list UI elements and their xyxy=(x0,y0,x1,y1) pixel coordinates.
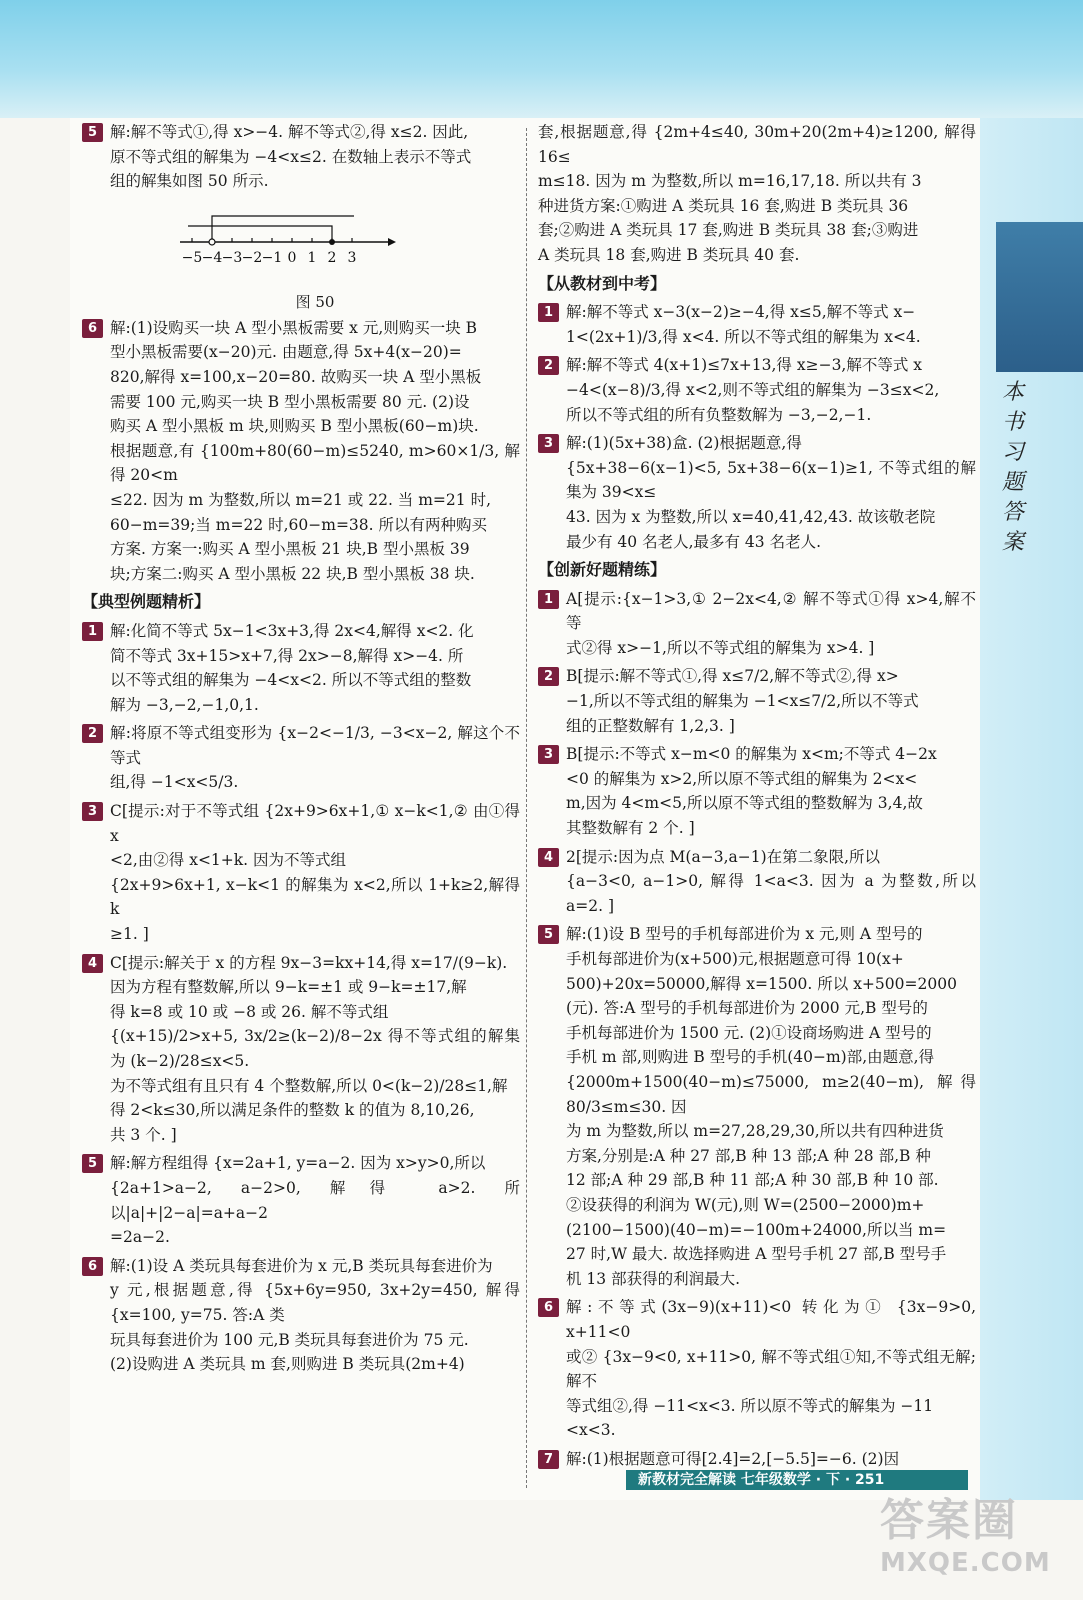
text-line: 得 k=8 或 10 或 −8 或 26. 解不等式组 xyxy=(110,1002,389,1021)
text-line: 解为 −3,−2,−1,0,1. xyxy=(110,695,259,714)
item-number-badge: 2 xyxy=(538,356,559,375)
text-line: {2000m+1500(40−m)≤75000, m≥2(40−m), 解得 80/3≤m≤30. 因 xyxy=(566,1072,976,1116)
answer-item xyxy=(538,1447,976,1472)
text-line: 组的解集如图 50 所示. xyxy=(110,172,269,191)
item-number-badge: 2 xyxy=(538,667,559,686)
answer-item xyxy=(538,587,976,661)
text-line: m≤18. 因为 m 为整数,所以 m=16,17,18. 所以共有 3 xyxy=(538,172,922,191)
text-line: ②设获得的利润为 W(元),则 W=(2500−2000)m+ xyxy=(566,1195,925,1214)
text-line: <2,由②得 x<1+k. 因为不等式组 xyxy=(110,851,347,870)
footer-bar: 新教材完全解读 七年级数学 · 下 · 251 xyxy=(626,1470,968,1490)
item-number-badge: 6 xyxy=(538,1298,559,1317)
item-number-badge: 5 xyxy=(82,1154,103,1173)
text-line: A[提示:{x−1>3,① 2−2x<4,② 解不等式①得 x>4,解不等 xyxy=(566,589,976,633)
text-line: 等式组②,得 −11<x<3. 所以原不等式的解集为 −11 xyxy=(566,1396,934,1415)
text-line: 解:(1)设 B 型号的手机每部进价为 x 元,则 A 型号的 xyxy=(566,925,923,944)
tick-label: 1 xyxy=(307,249,317,266)
item-number-badge: 6 xyxy=(82,1257,103,1276)
text-line: ≥1. ] xyxy=(110,925,149,944)
answer-item xyxy=(538,742,976,840)
section-heading: 【从教材到中考】 xyxy=(538,273,667,293)
figure-caption: 图 50 xyxy=(295,292,335,311)
text-line: 得 2<k≤30,所以满足条件的整数 k 的值为 8,10,26, xyxy=(110,1101,475,1120)
section-heading: 【典型例题精析】 xyxy=(82,592,211,612)
text-line: 最少有 40 名老人,最多有 43 名老人. xyxy=(566,532,822,551)
item-number-badge: 5 xyxy=(538,925,559,944)
text-line: 手机 m 部,则购进 B 型号的手机(40−m)部,由题意,得 xyxy=(566,1048,935,1067)
text-line: 为不等式组有且只有 4 个整数解,所以 0<(k−2)/28≤1,解 xyxy=(110,1076,508,1095)
text-line: 解:化简不等式 5x−1<3x+3,得 2x<4,解得 x<2. 化 xyxy=(110,621,474,640)
text-line: 820,解得 x=100,x−20=80. 故购买一块 A 型小黑板 xyxy=(110,367,482,386)
answer-item xyxy=(82,619,520,717)
text-line: 套;②购进 A 类玩具 17 套,购进 B 类玩具 38 套;③购进 xyxy=(538,221,919,240)
text-line: 500)+20x=50000,解得 x=1500. 所以 x+500=2000 xyxy=(566,974,957,993)
text-line: 简不等式 3x+15>x+7,得 2x>−8,解得 x>−4. 所 xyxy=(110,646,464,665)
text-line: (2)设购进 A 类玩具 m 套,则购进 B 类玩具(2m+4) xyxy=(110,1355,465,1374)
text-line: 解:(1)(5x+38)盒. (2)根据题意,得 xyxy=(566,434,802,453)
text-line: =2a−2. xyxy=(110,1228,170,1247)
answer-item xyxy=(538,1295,976,1443)
answer-item xyxy=(82,951,520,1148)
answer-item xyxy=(82,316,520,587)
tick-label: 3 xyxy=(347,249,357,266)
tick-label: −3 xyxy=(221,249,243,266)
text-line: 型小黑板需要(x−20)元. 由题意,得 5x+4(x−20)= xyxy=(110,343,462,362)
text-line: C[提示:对于不等式组 {2x+9>6x+1,① x−k<1,② 由①得 x xyxy=(110,802,520,845)
item-number-badge: 4 xyxy=(538,848,559,867)
text-line: 因为方程有整数解,所以 9−k=±1 或 9−k=±17,解 xyxy=(110,978,467,997)
side-title-char: 习 xyxy=(1001,440,1024,465)
text-line: A 类玩具 18 套,购进 B 类玩具 40 套. xyxy=(538,245,800,264)
tick-label: −1 xyxy=(261,249,283,266)
text-line: {5x+38−6(x−1)<5, 5x+38−6(x−1)≥1, 不等式组的解集为 39<x≤ xyxy=(566,458,976,502)
text-line: 根据题意,有 {100m+80(60−m)≤5240, m>60×1/3, 解得 20<m xyxy=(110,441,520,485)
text-line: 解:不等式(3x−9)(x+11)<0 转化为① {3x−9>0, x+11<0 xyxy=(566,1298,976,1341)
item-number-badge: 3 xyxy=(538,745,559,764)
text-line: 解:将原不等式组变形为 {x−2<−1/3, −3<x−2, 解这个不等式 xyxy=(110,724,520,767)
item-number-badge: 3 xyxy=(82,802,103,821)
text-line: 解:(1)设 A 类玩具每套进价为 x 元,B 类玩具每套进价为 xyxy=(110,1256,493,1275)
text-line: 解:解方程组得 {x=2a+1, y=a−2. 因为 x>y>0,所以 xyxy=(110,1154,486,1173)
text-line: y 元,根据题意,得 {5x+6y=950, 3x+2y=450, 解得 {x=100, y=75. 答:A 类 xyxy=(110,1281,520,1324)
tick-label: −5 xyxy=(181,249,203,266)
item-number-badge: 5 xyxy=(82,123,103,142)
answer-item xyxy=(82,1254,520,1377)
text-line: 12 部;A 种 29 部,B 种 11 部;A 种 30 部,B 种 10 部. xyxy=(566,1171,939,1190)
item-number-badge: 1 xyxy=(82,622,103,641)
text-line: 解:解不等式 x−3(x−2)≥−4,得 x≤5,解不等式 x− xyxy=(566,303,916,322)
text-line: 60−m=39;当 m=22 时,60−m=38. 所以有两种购买 xyxy=(110,515,488,534)
text-line: 式②得 x>−1,所以不等式组的解集为 x>4. ] xyxy=(566,638,875,657)
number-line-figure xyxy=(110,198,520,316)
text-line: 方案. 方案一:购买 A 型小黑板 21 块,B 型小黑板 39 xyxy=(110,540,470,559)
text-line: 或② {3x−9<0, x+11>0, 解不等式组①知,不等式组无解;解不 xyxy=(566,1347,976,1391)
number-line-svg xyxy=(180,202,400,282)
answer-item xyxy=(82,721,520,795)
text-line: 玩具每套进价为 100 元,B 类玩具每套进价为 75 元. xyxy=(110,1330,469,1349)
item-number-badge: 6 xyxy=(82,319,103,338)
text-line: {2x+9>6x+1, x−k<1 的解集为 x<2,所以 1+k≥2,解得 k xyxy=(110,875,520,919)
text-line: 解:解不等式 4(x+1)≤7x+13,得 x≥−3,解不等式 x xyxy=(566,356,923,375)
text-line: ≤22. 因为 m 为整数,所以 m=21 或 22. 当 m=21 时, xyxy=(110,490,491,509)
answer-item xyxy=(538,845,976,919)
text-line: {a−3<0, a−1>0, 解得 1<a<3. 因为 a 为整数,所以 a=2. ] xyxy=(566,872,976,915)
text-line: 1<(2x+1)/3,得 x<4. 所以不等式组的解集为 x<4. xyxy=(566,327,921,346)
text-line: −1,所以不等式组的解集为 −1<x≤7/2,所以不等式 xyxy=(566,692,919,711)
side-title-char: 书 xyxy=(1001,410,1024,435)
text-line: 共 3 个. ] xyxy=(110,1125,177,1144)
text-line: B[提示:解不等式①,得 x≤7/2,解不等式②,得 x> xyxy=(566,667,899,686)
text-line: 为 m 为整数,所以 m=27,28,29,30,所以共有四种进货 xyxy=(566,1122,944,1141)
text-line: 需要 100 元,购买一块 B 型小黑板需要 80 元. (2)设 xyxy=(110,392,470,411)
answer-item-continued xyxy=(538,120,976,268)
tick-label: 0 xyxy=(287,249,297,266)
text-line: −4<(x−8)/3,得 x<2,则不等式组的解集为 −3≤x<2, xyxy=(566,380,940,399)
text-line: 组的正整数解有 1,2,3. ] xyxy=(566,716,735,735)
text-line: C[提示:解关于 x 的方程 9x−3=kx+14,得 x=17/(9−k). xyxy=(110,953,508,972)
item-number-badge: 4 xyxy=(82,954,103,973)
text-line: B[提示:不等式 x−m<0 的解集为 x<m;不等式 4−2x xyxy=(566,745,937,764)
text-line: 解:(1)根据题意可得[2.4]=2,[−5.5]=−6. (2)因 xyxy=(566,1449,900,1468)
right-column xyxy=(538,120,976,1475)
side-title-char: 案 xyxy=(1001,530,1024,555)
item-number-badge: 1 xyxy=(538,590,559,609)
tick-label: 2 xyxy=(327,249,337,266)
side-title-char: 本 xyxy=(1001,380,1024,405)
text-line: <0 的解集为 x>2,所以原不等式组的解集为 2<x< xyxy=(566,769,918,788)
text-line: (2100−1500)(40−m)=−100m+24000,所以当 m= xyxy=(566,1220,947,1239)
section-heading: 【创新好题精练】 xyxy=(538,560,667,580)
text-line: <x<3. xyxy=(566,1421,616,1440)
item-number-badge: 2 xyxy=(82,724,103,743)
left-column xyxy=(82,120,520,1381)
answer-item xyxy=(538,431,976,554)
text-line: 43. 因为 x 为整数,所以 x=40,41,42,43. 故该敬老院 xyxy=(566,507,936,526)
answer-item xyxy=(538,664,976,738)
text-line: {2a+1>a−2, a−2>0, 解得 a>2. 所以|a|+|2−a|=a+a−2 xyxy=(110,1178,520,1222)
item-number-badge: 7 xyxy=(538,1450,559,1469)
text-line: 解:(1)设购买一块 A 型小黑板需要 x 元,则购买一块 B xyxy=(110,318,478,337)
chapter-tab xyxy=(996,222,1083,372)
text-line: (元). 答:A 型号的手机每部进价为 2000 元,B 型号的 xyxy=(566,999,928,1018)
text-line: 方案,分别是:A 种 27 部,B 种 13 部;A 种 28 部,B 种 xyxy=(566,1146,931,1165)
item-number-badge: 1 xyxy=(538,303,559,322)
text-line: 以不等式组的解集为 −4<x<2. 所以不等式组的整数 xyxy=(110,671,472,690)
text-line: 所以不等式组的所有负整数解为 −3,−2,−1. xyxy=(566,405,872,424)
text-line: 购买 A 型小黑板 m 块,则购买 B 型小黑板(60−m)块. xyxy=(110,417,479,436)
answer-item xyxy=(82,120,520,194)
text-line: 原不等式组的解集为 −4<x≤2. 在数轴上表示不等式 xyxy=(110,147,472,166)
answer-item xyxy=(82,799,520,947)
text-line: 其整数解有 2 个. ] xyxy=(566,819,695,838)
text-line: 组,得 −1<x<5/3. xyxy=(110,773,239,792)
text-line: 手机每部进价为 1500 元. (2)①设商场购进 A 型号的 xyxy=(566,1023,932,1042)
tick-label: −2 xyxy=(241,249,263,266)
item-number-badge: 3 xyxy=(538,434,559,453)
watermark-logo xyxy=(880,1494,1070,1594)
answer-item xyxy=(82,1151,520,1249)
text-line: {(x+15)/2>x+5, 3x/2≥(k−2)/8−2x 得不等式组的解集为 (k−2)/28≤x<5. xyxy=(110,1027,520,1070)
column-divider xyxy=(526,128,527,1488)
text-line: 27 时,W 最大. 故选择购进 A 型号手机 27 部,B 型号手 xyxy=(566,1245,947,1264)
side-title-char: 题 xyxy=(1001,470,1024,495)
text-line: 2[提示:因为点 M(a−3,a−1)在第二象限,所以 xyxy=(566,847,881,866)
answer-item xyxy=(538,353,976,427)
side-title xyxy=(1000,378,1026,558)
text-line: 种进货方案:①购进 A 类玩具 16 套,购进 B 类玩具 36 xyxy=(538,196,909,215)
text-line: m,因为 4<m<5,所以原不等式组的整数解为 3,4,故 xyxy=(566,794,923,813)
top-color-band xyxy=(0,0,1083,118)
tick-label: −4 xyxy=(201,249,223,266)
watermark-bottom: MXQE.COM xyxy=(880,1548,1051,1578)
watermark-top: 答案圈 xyxy=(880,1495,1018,1546)
answer-item xyxy=(538,922,976,1291)
answer-item xyxy=(538,300,976,349)
text-line: 套,根据题意,得 {2m+4≤40, 30m+20(2m+4)≥1200, 解得 16≤ xyxy=(538,123,976,166)
text-line: 手机每部进价为(x+500)元,根据题意可得 10(x+ xyxy=(566,950,904,968)
text-line: 块;方案二:购买 A 型小黑板 22 块,B 型小黑板 38 块. xyxy=(110,564,475,583)
side-title-char: 答 xyxy=(1001,500,1024,525)
text-line: 机 13 部获得的利润最大. xyxy=(566,1269,741,1288)
text-line: 解:解不等式①,得 x>−4. 解不等式②,得 x≤2. 因此, xyxy=(110,123,469,141)
